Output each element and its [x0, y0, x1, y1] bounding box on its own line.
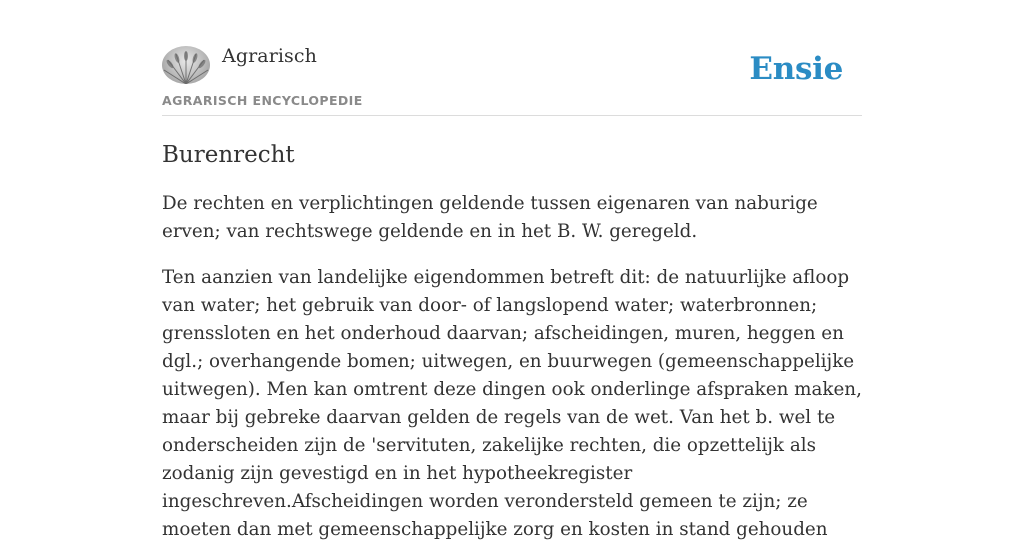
- site-name-link[interactable]: Agrarisch: [222, 45, 317, 67]
- page: [162, 0, 862, 544]
- wheat-logo-icon[interactable]: [162, 46, 210, 84]
- article-title: Burenrecht: [162, 142, 295, 168]
- site-header: [162, 0, 862, 116]
- site-subtitle: AGRARISCH ENCYCLOPEDIE: [162, 93, 363, 108]
- ensie-brand-link[interactable]: Ensie: [749, 51, 843, 87]
- article-paragraph-1: De rechten en verplichtingen geldende tussen eigenaren van naburige erven; van rechtswege geldende en in het B. W. geregeld.: [162, 193, 818, 242]
- article-paragraph-2: Ten aanzien van landelijke eigendommen betreft dit: de natuurlijke afloop van water; het gebruik van door- of langslopend water; waterbronnen; grenssloten en het onderhoud daarvan; afscheidingen, muren, heggen en dgl.; overhangende bomen; uitwegen, en buurwegen (gemeenschappelijke uitwegen). Men kan omtrent deze dingen ook onderlinge afspraken maken, maar bij gebreke daarvan gelden de regels van de wet. Van het b. wel te onderscheiden zijn de 'servituten, zakelijke rechten, die opzettelijk als zodanig zijn gevestigd en in het hypotheekregister ingeschreven.Afscheidingen worden verondersteld gemeen te zijn; ze moeten dan met gemeenschappelijke zorg en kosten in stand gehouden: [162, 267, 862, 540]
